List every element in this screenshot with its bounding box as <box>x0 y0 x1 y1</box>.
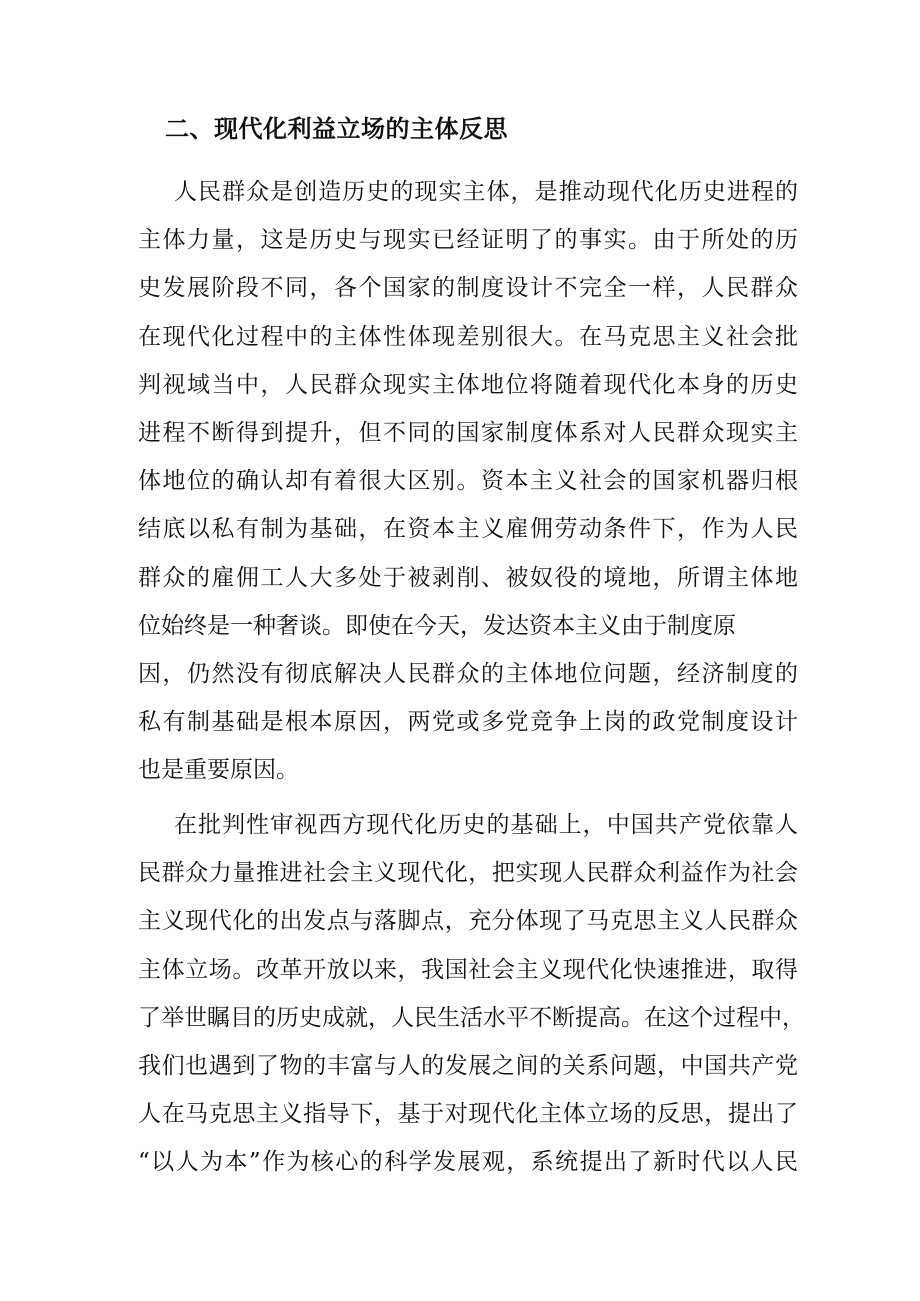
paragraph-1 <box>138 168 798 794</box>
paragraph-line: 人在马克思主义指导下，基于对现代化主体立场的反思，提出了 <box>138 1101 798 1128</box>
paragraph-2 <box>138 801 805 1187</box>
paragraph-line: 主体立场。改革开放以来，我国社会主义现代化快速推进，取得 <box>138 956 798 983</box>
paragraph-line: 史发展阶段不同，各个国家的制度设计不完全一样，人民群众 <box>138 275 798 302</box>
paragraph-line: 了举世瞩目的历史成就，人民生活水平不断提高。在这个过程中， <box>138 1004 805 1031</box>
paragraph-line: 结底以私有制为基础，在资本主义雇佣劳动条件下，作为人民 <box>138 516 798 543</box>
paragraph-line: 进程不断得到提升，但不同的国家制度体系对人民群众现实主 <box>138 419 798 446</box>
paragraph-line: 判视域当中，人民群众现实主体地位将随着现代化本身的历史 <box>138 371 798 398</box>
paragraph-line: 我们也遇到了物的丰富与人的发展之间的关系问题，中国共产党 <box>138 1052 798 1079</box>
section-heading: 二、现代化利益立场的主体反思 <box>165 115 508 143</box>
paragraph-line: 民群众力量推进社会主义现代化，把实现人民群众利益作为社会 <box>138 860 798 887</box>
paragraph-line: 体地位的确认却有着很大区别。资本主义社会的国家机器归根 <box>138 468 798 495</box>
paragraph-line: 位始终是一种奢谈。即使在今天，发达资本主义由于制度原 <box>138 612 736 639</box>
paragraph-line: 主体力量，这是历史与现实已经证明了的事实。由于所处的历 <box>138 227 798 254</box>
paragraph-line: 私有制基础是根本原因，两党或多党竞争上岗的政党制度设计 <box>138 709 798 736</box>
paragraph-line: “以人为本”作为核心的科学发展观，系统提出了新时代以人民 <box>138 1149 798 1176</box>
paragraph-line: 人民群众是创造历史的现实主体，是推动现代化历史进程的 <box>174 179 798 205</box>
paragraph-line: 也是重要原因。 <box>138 757 299 784</box>
paragraph-line: 主义现代化的出发点与落脚点，充分体现了马克思主义人民群众 <box>138 908 798 935</box>
paragraph-line: 群众的雇佣工人大多处于被剥削、被奴役的境地，所谓主体地 <box>138 564 798 591</box>
paragraph-line: 在现代化过程中的主体性体现差别很大。在马克思主义社会批 <box>138 323 798 350</box>
paragraph-line: 因，仍然没有彻底解决人民群众的主体地位问题，经济制度的 <box>138 660 798 687</box>
paragraph-line: 在批判性审视西方现代化历史的基础上，中国共产党依靠人 <box>174 812 798 838</box>
